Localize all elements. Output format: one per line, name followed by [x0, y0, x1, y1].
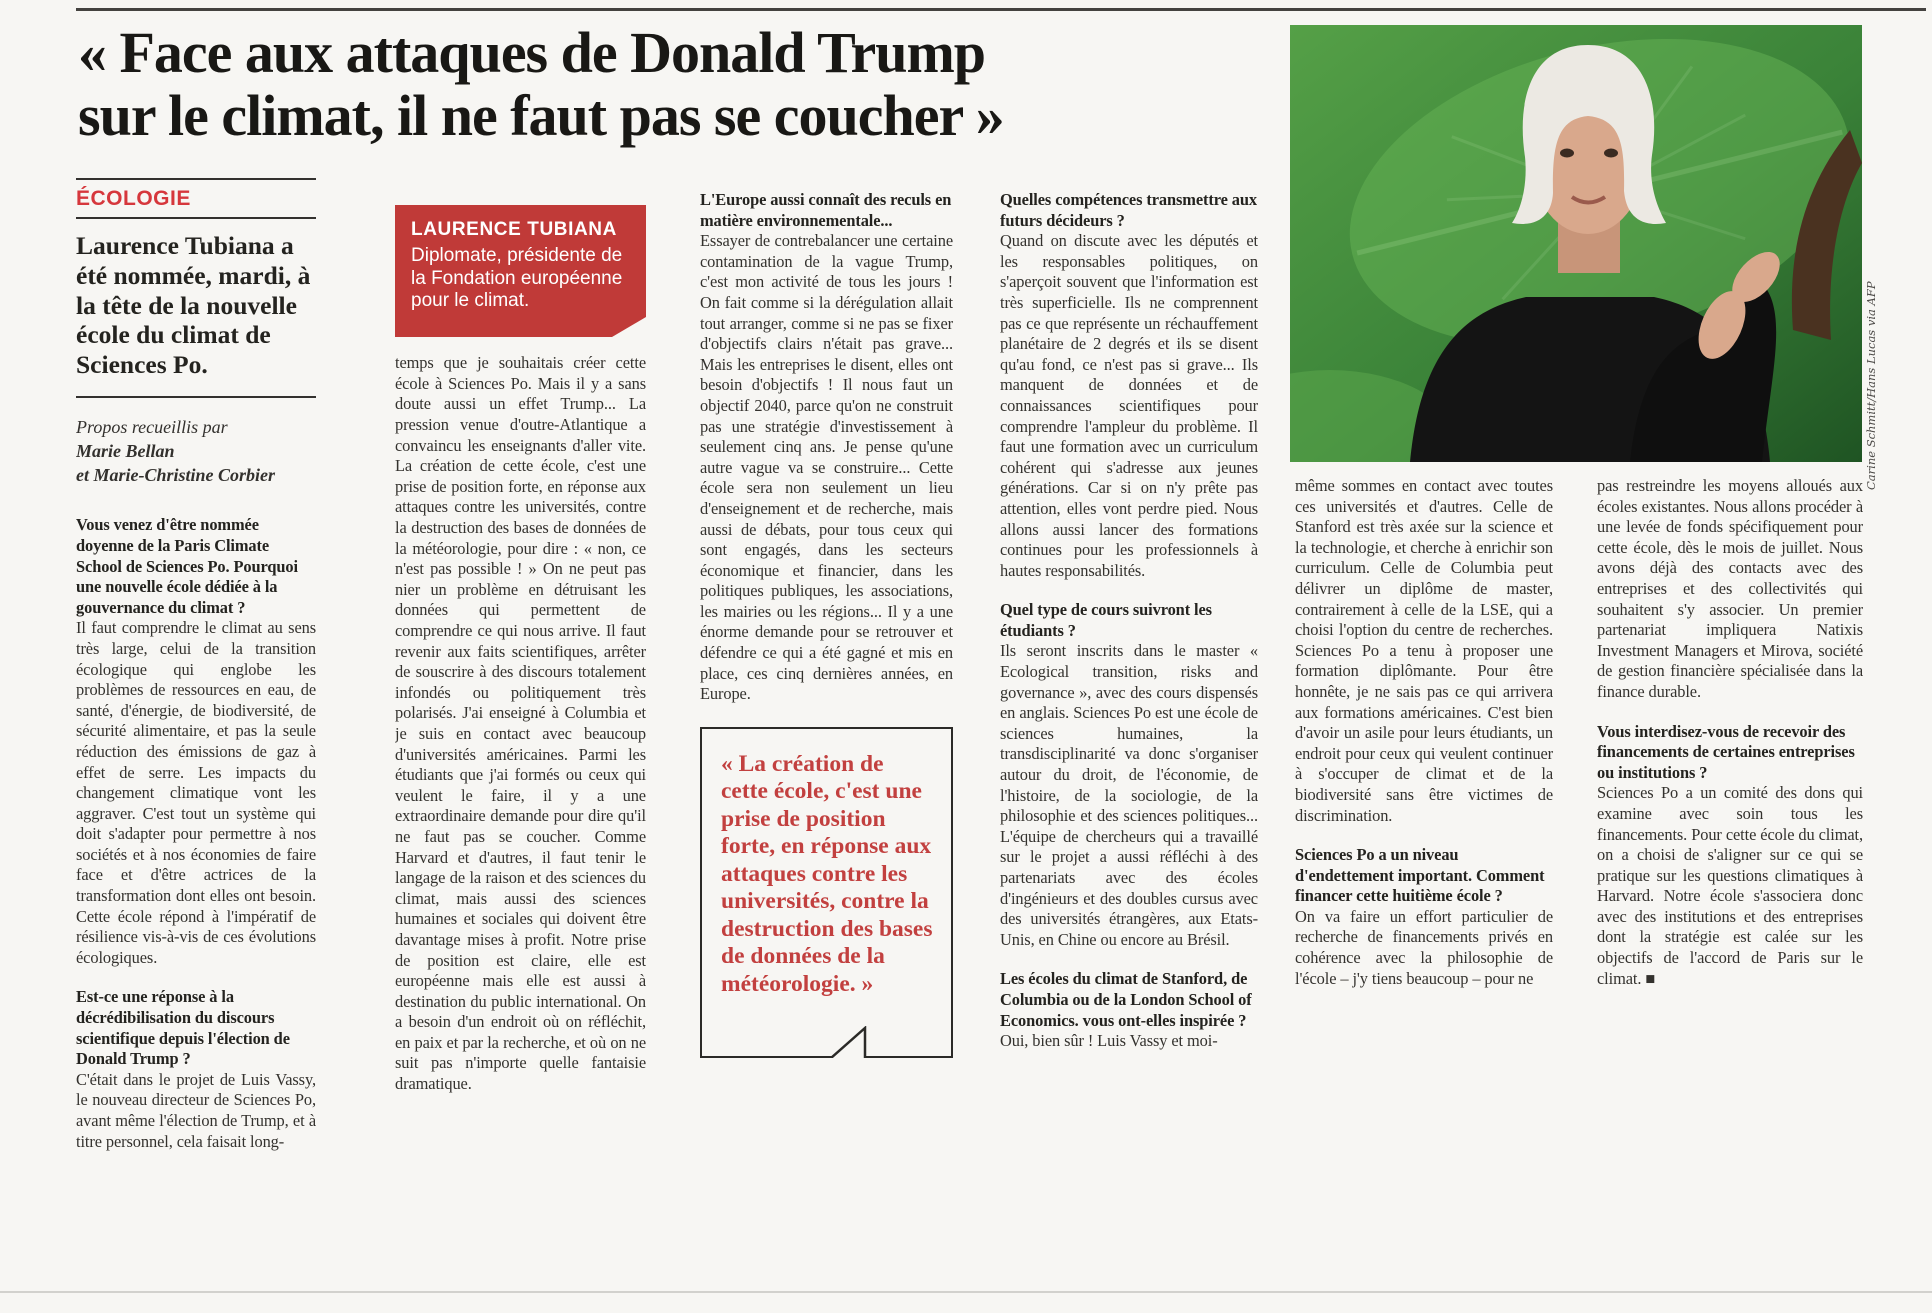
- interview-question: Est-ce une réponse à la décrédibilisation du discours scientifique depuis l'élection de Donald Trump ?: [76, 987, 290, 1069]
- interview-answer: temps que je souhaitais créer cette école à Sciences Po. Mais il y a sans doute aussi un effet Trump... La pression venue d'outre-Atlantique a convaincu les enseignants d'aller vite. La création de cette école, c'est une prise de position forte, en réponse aux attaques contre les universités, contre la destruction des bases de données de la météorologie, pour dire : « non, ce n'est pas possible ! » On ne peut pas nier un problème en détruisant les données qui permettent de comprendre ce qui nous arrive. Il faut revenir aux faits scientifiques, arrêter de souscrire à des discours totalement infondés ou politiquement très polarisés. J'ai enseigné à Columbia et je suis en contact avec beaucoup d'universités américaines. Parmi les étudiants que j'ai formés ou ceux qui veulent le faire, il y a une extraordinaire demande pour dire qu'il ne faut pas se coucher. Comme Harvard et d'autres, il faut tenir le langage de la raison et des sciences du climat, mais aussi des sciences humaines et sociales qui doivent être davantage mises à profit. Notre prise de position est claire, elle est européenne mais elle est aussi à destination du public international. On a besoin d'un endroit où on réfléchit, en paix et par la recherche, et où on ne suit pas n'importe quelle fantaisie dramatique.: [395, 353, 646, 1094]
- byline-intro: Propos recueillis par: [76, 417, 228, 438]
- interview-answer: Oui, bien sûr ! Luis Vassy et moi-: [1000, 1031, 1218, 1051]
- headline: « Face aux attaques de Donald Trump sur le climat, il ne faut pas se coucher »: [78, 20, 1004, 148]
- section-kicker: ÉCOLOGIE: [76, 187, 191, 210]
- interview-answer: Ils seront inscrits dans le master « Ecological transition, risks and governance », avec des cours dispensés en anglais. Sciences Po est une école de sciences humaines, la transdisciplinarité va donc s'organiser autour du droit, de l'économie, de l'histoire, de la sociologie, de la philosophie et des sciences politiques... L'équipe de chercheurs qui a travaillé sur le projet a aussi réfléchi à des partenariats avec des écoles d'ingénieurs et des doubles cursus avec des universités étrangères, aux Etats-Unis, en Chine ou encore au Brésil.: [1000, 641, 1258, 949]
- interview-question: Quel type de cours suivront les étudiants ?: [1000, 600, 1212, 640]
- portrait-photo: [1290, 25, 1862, 462]
- byline: [76, 398, 316, 515]
- interview-answer: Il faut comprendre le climat au sens très large, celui de la transition écologique qui englobe les problèmes de ressources en eau, de santé, d'énergie, de biodiversité, de sécurité alimentaire, et pas la seule réduction des émissions de gaz à effet de serre. Les impacts du changement climatique vont les aggraver. C'est tout un système qui doit s'adapter pour permettre à nos sociétés et à nos économies de faire face et d'être actrices de la transformation dont elles ont besoin. Cette école répond à l'impératif de résilience vis-à-vis de ces évolutions écologiques.: [76, 618, 316, 967]
- pull-quote: [700, 727, 953, 1059]
- byline-author: et Marie-Christine Corbier: [76, 464, 276, 485]
- interview-answer: pas restreindre les moyens alloués aux écoles existantes. Nous allons procéder à une levée de fonds spécifiquement pour cette école, dès le mois de juillet. Nous avons déjà des contacts avec des entreprises et des collectivités qui souhaitent s'y associer. Un premier partenariat impliquera Natixis Investment Managers et Mirova, société de gestion financière spécialisée dans la finance durable.: [1597, 476, 1863, 701]
- interview-answer: Sciences Po a un comité des dons qui examine avec soin tous les financements. Pour cette école du climat, on a choisi de s'aligner sur ce qui se pratique sur les questions climatiques à Harvard. Notre école s'associera donc avec des institutions et des entreprises dont la stratégie est calée sur les objectifs de l'accord de Paris sur le climat. ■: [1597, 783, 1863, 988]
- column-intro: [76, 178, 316, 1243]
- interview-question: Vous venez d'être nommée doyenne de la Paris Climate School de Sciences Po. Pourquoi une nouvelle école dédiée à la gouvernance du climat ?: [76, 515, 298, 617]
- interview-answer: même sommes en contact avec toutes ces universités et d'autres. Celle de Stanford est très axée sur la science et la technologie, et cherche à enrichir son curriculum. Celle de Columbia peut délivrer un diplôme de master, contrairement à celle de la LSE, qui a choisi l'option du centre de recherches. Sciences Po a tenu à proposer une formation diplômante. Pour être honnête, je ne sais pas ce qui arrivera aux formations américaines. C'est bien d'avoir un asile pour leurs étudiants, un endroit pour ceux qui veulent continuer à s'occuper de climat et de la biodiversité sans être victimes de discrimination.: [1295, 476, 1553, 825]
- column-2: [395, 205, 646, 1245]
- interview-question: Sciences Po a un niveau d'endettement important. Comment financer cette huitième école ?: [1295, 845, 1545, 906]
- interview-question: Les écoles du climat de Stanford, de Columbia ou de la London School of Economics. vous ont-elles inspirée ?: [1000, 969, 1252, 1030]
- interview-answer: Quand on discute avec les députés et les responsables politiques, on s'aperçoit souvent que l'information est très superficielle. Ils ne comprennent pas ce que représente un réchauffement planétaire de 2 degrés et ils se disent qu'au fond, ce n'est pas si grave... Ils manquent de données et de connaissances scientifiques pour comprendre l'ampleur du problème. Il faut une formation avec un curriculum cohérent qui s'adresse aux jeunes générations. Car si on n'y prête pas attention, elles vont perdre pied. Nous allons aussi lancer des formations continues pour les professionnels à hautes responsabilités.: [1000, 231, 1258, 580]
- interview-question: Quelles compétences transmettre aux futurs décideurs ?: [1000, 190, 1258, 230]
- interview-answer: C'était dans le projet de Luis Vassy, le nouveau directeur de Sciences Po, avant même l'élection de Trump, et à titre personnel, cela faisait long-: [76, 1069, 316, 1151]
- standfirst: Laurence Tubiana a été nommée, mardi, à la tête de la nouvelle école du climat de Sciences Po.: [76, 231, 311, 380]
- interview-answer: Essayer de contrebalancer une certaine contamination de la vague Trump, c'est mon activité de tous les jours ! On fait comme si la dérégulation allait tout arranger, comme si ne pas se fixer d'objectifs clairs n'était pas grave... Mais les entreprises le disent, elles ont besoin d'objectifs ! Il nous faut un objectif 2040, parce qu'on ne construit pas une stratégie d'investissement à seulement cinq ans. Je pense qu'une autre vague va se construire... Cette école sera non seulement un lieu d'enseignement et de recherche, mais aussi de débats, pour tous ceux qui sont engagés, dans les secteurs économique et financier, dans les politiques publiques, les associations, les mairies ou les régions... Il y a une énorme demande pour se retrouver et défendre ce qui a été gagné et mis en place, ces cinq dernières années, en Europe.: [700, 231, 953, 704]
- speaker-name: LAURENCE TUBIANA: [411, 219, 617, 240]
- column-5: [1295, 476, 1553, 1241]
- byline-author: Marie Bellan: [76, 440, 175, 461]
- photo-credit: Carine Schmitt/Hans Lucas via AFP: [1864, 281, 1878, 490]
- interview-question: L'Europe aussi connaît des reculs en matière environnementale...: [700, 190, 952, 230]
- pull-quote-text: « La création de cette école, c'est une prise de position forte, en réponse aux attaques contre les universités, contre la destruction des bases de données de la météorologie. »: [721, 750, 933, 997]
- quote-notch: [831, 1026, 875, 1058]
- portrait-illustration: [1290, 25, 1862, 462]
- column-3: [700, 190, 953, 1245]
- column-6: [1597, 476, 1863, 1241]
- speaker-role: Diplomate, présidente de la Fondation européenne pour le climat.: [411, 244, 623, 312]
- column-4: [1000, 190, 1258, 1245]
- interview-question: Vous interdisez-vous de recevoir des financements de certaines entreprises ou institutions ?: [1597, 721, 1855, 782]
- top-rule: [76, 8, 1926, 11]
- interview-answer: On va faire un effort particulier de recherche de financements privés en cohérence avec la philosophie de l'école – j'y tiens beaucoup – pour ne: [1295, 906, 1553, 988]
- bottom-rule: [0, 1291, 1932, 1293]
- speaker-infobox: [395, 205, 646, 337]
